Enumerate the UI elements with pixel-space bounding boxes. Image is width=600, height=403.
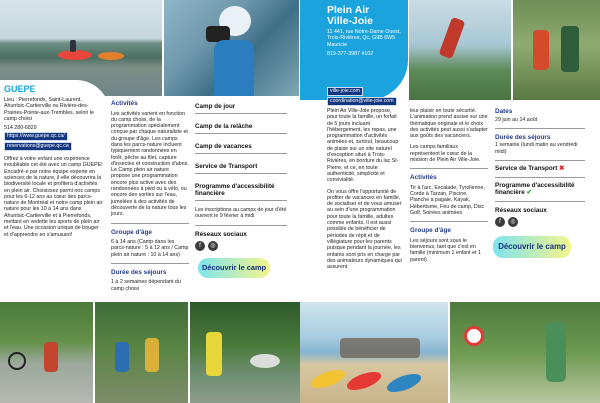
villejoie-contact bbox=[327, 29, 405, 57]
net-photo bbox=[190, 302, 300, 403]
villejoie-social-title: Réseaux sociaux bbox=[495, 206, 547, 214]
guepe-age: 6 à 14 ans (Camp dans les parcs-nature : 5 à 12 ans / Camp plein air nature : 10 à 14 ans) bbox=[111, 239, 189, 258]
guepe-contact bbox=[4, 97, 104, 238]
villejoie-description bbox=[327, 108, 403, 270]
villejoie-financial-label: Programme d'accessibilité financière bbox=[495, 181, 575, 196]
guepe-email-link[interactable]: reservations@guepe.qc.ca bbox=[4, 142, 72, 151]
bike-photo bbox=[0, 302, 93, 403]
guepe-url-link[interactable]: https://www.guepe.qc.ca/ bbox=[4, 132, 68, 141]
divider bbox=[195, 225, 287, 226]
instagram-icon[interactable]: ◎ bbox=[508, 217, 518, 227]
facebook-icon[interactable]: f bbox=[495, 217, 505, 227]
guepe-phone: 514 280-6829 bbox=[4, 125, 37, 132]
villejoie-dates-title: Dates bbox=[495, 108, 513, 115]
beach-kayak-photo bbox=[300, 302, 448, 403]
villejoie-duration: 1 semaine (lundi matin au vendredi midi) bbox=[495, 142, 578, 155]
villejoie-side bbox=[495, 108, 585, 227]
villejoie-description-4: Les camps familiaux représentent le cœur de la mission de Plein Air Ville-Joie. bbox=[410, 144, 481, 164]
guepe-address: Lieu : Pierrefonds, Saint-Laurent, Ahuntsic-Cartierville ou Rivière-des-Prairies-Pointe-aux-Trembles, selon le camp choisi bbox=[4, 97, 94, 122]
slackline-photo bbox=[409, 0, 511, 100]
link-camp-de-jour[interactable]: Camp de jour bbox=[195, 99, 287, 114]
villejoie-description-2: On vous offre l'opportunité de profiter de vacances en famille, de socialiser et de vous amuser au sein d'une programmation pour toute la famille, adultes comme enfants. Il est aussi possible de bénéficier de périodes de répit et de villégiature pour les parents puisque pendant la journée, les enfants sont pris en charge par des animateurs dynamiques qui assurent bbox=[327, 188, 402, 271]
villejoie-middle bbox=[410, 108, 488, 263]
villejoie-links bbox=[327, 86, 417, 106]
link-programme-accessibilite[interactable]: Programme d'accessibilité financière bbox=[195, 174, 287, 201]
villejoie-description-3: leur plaisir en toute sécurité. L'animation prend assise sur une thématique originale et le choix des activités peut aussi s'adapter aux goûts des vacanciers. bbox=[410, 108, 488, 140]
villejoie-description-1: Plein Air Ville-Joie propose, pour toute la famille, un forfait de 5 jours incluant l'hébergement, les repas, une programmation d'activités animées et, surtout, beaucoup de plaisir sur un site naturel d'exception situé à Trois-Rivières, en bordure du lac St-Pierre, et ce, en toute authenticité, simplicité et convivialité. bbox=[327, 108, 399, 184]
guepe-duration-title: Durée des séjours bbox=[111, 268, 167, 276]
villejoie-title bbox=[327, 5, 373, 27]
divider bbox=[410, 221, 488, 222]
villejoie-dates: 29 juin au 14 août bbox=[495, 116, 538, 123]
villejoie-phone: 819-377-3987 #102 bbox=[327, 50, 374, 57]
villejoie-title-line2: Ville-Joie bbox=[327, 15, 373, 27]
guepe-activities: Les activités varient en fonction du camp choisi, de la programmation spécialement conçue par chaque naturaliste et du groupe d'âge. Les camps dans les parcs-nature incluent typiquement randonnées en forêt, pêche au filet, capture d'insectes et construction d'abris. Le Camp plein air nature propose une programmation encore plus active avec des randonnées à pied ou à vélo, ou encore des sorties sur l'eau, jumelées à des activités de découverte de la nature tous les jours. bbox=[111, 110, 189, 218]
link-service-transport[interactable]: Service de Transport bbox=[195, 154, 287, 174]
binoculars-photo bbox=[164, 0, 299, 96]
villejoie-activities-title: Activités bbox=[410, 174, 437, 182]
villejoie-discover-button[interactable]: Découvrir le camp bbox=[493, 236, 571, 258]
guepe-duration: 1 à 2 semaines dépendant du camp choisi bbox=[111, 279, 181, 292]
guepe-links bbox=[195, 99, 287, 251]
villejoie-url-link[interactable]: ville-joie.com bbox=[327, 87, 363, 96]
villejoie-duration-title: Durée des séjours bbox=[495, 133, 551, 141]
link-camp-vacances[interactable]: Camp de vacances bbox=[195, 134, 287, 154]
divider bbox=[495, 201, 585, 202]
archery-photo bbox=[450, 302, 600, 403]
facebook-icon[interactable]: f bbox=[195, 241, 205, 251]
villejoie-financial-link[interactable] bbox=[495, 178, 585, 196]
villejoie-transport-link[interactable] bbox=[495, 161, 585, 172]
guepe-activities-title: Activités bbox=[111, 100, 138, 107]
villejoie-transport-label: Service de Transport bbox=[495, 164, 558, 172]
close-icon: ✖ bbox=[559, 164, 565, 172]
divider bbox=[111, 223, 189, 224]
guepe-age-title: Groupe d'âge bbox=[111, 228, 152, 236]
villejoie-title-line1: Plein Air bbox=[327, 4, 370, 16]
guepe-description: Offrez à votre enfant une expérience inoubliable cet été avec un camp GUEPE! Encadré·e par notre équipe experte en sciences de la nature, il·elle découvrira la biodiversité locale et profitera d'activités en plein air. Choisissez parmi nos camps pour les 6-12 ans au cœur des parcs-nature de Montréal et notre camp plein air nature pour les 10 à 14 ans dans Ahuntsic-Cartierville et à Pierrefonds, mettant en vedette les sports de plein air et l'eau. Une occasion unique de bouger et d'apprendre en s'amusant! bbox=[4, 156, 103, 238]
climbing-photo bbox=[513, 0, 600, 100]
guepe-social-title: Réseaux sociaux bbox=[195, 230, 247, 238]
link-camp-relache[interactable]: Camp de la relâche bbox=[195, 114, 287, 134]
divider bbox=[410, 168, 488, 169]
guepe-discover-button[interactable]: Découvrir le camp bbox=[198, 258, 270, 278]
group-photo bbox=[95, 302, 188, 403]
guepe-details bbox=[111, 100, 189, 292]
villejoie-age-title: Groupe d'âge bbox=[410, 227, 451, 235]
check-icon: ✔ bbox=[526, 188, 532, 196]
divider bbox=[495, 128, 585, 129]
villejoie-activities: Tir à l'arc, Escalade, Tyrolienne, Corde à Tarzan, Piscine, Planche à pagaie, Kayak, Hébertisme, Feu de camp, Disc Golf, Soirées animées bbox=[410, 184, 485, 217]
guepe-title: GUEPE bbox=[4, 84, 36, 94]
villejoie-age: Les séjours sont sous le bienvenus, tant que c'est en famille (minimum 1 enfant et 1 parent) bbox=[410, 237, 481, 263]
instagram-icon[interactable]: ◎ bbox=[208, 241, 218, 251]
villejoie-address: 11 441, rue Notre-Dame Ouest, Trois-Rivières, Qc, G9B 6W5 Mauricie bbox=[327, 29, 401, 48]
villejoie-email-link[interactable]: coordination@ville-joie.com bbox=[327, 97, 397, 106]
guepe-dates: Les inscriptions au camps de jour d'été ouvrent le 9 février à midi bbox=[195, 207, 287, 220]
divider bbox=[111, 263, 189, 264]
